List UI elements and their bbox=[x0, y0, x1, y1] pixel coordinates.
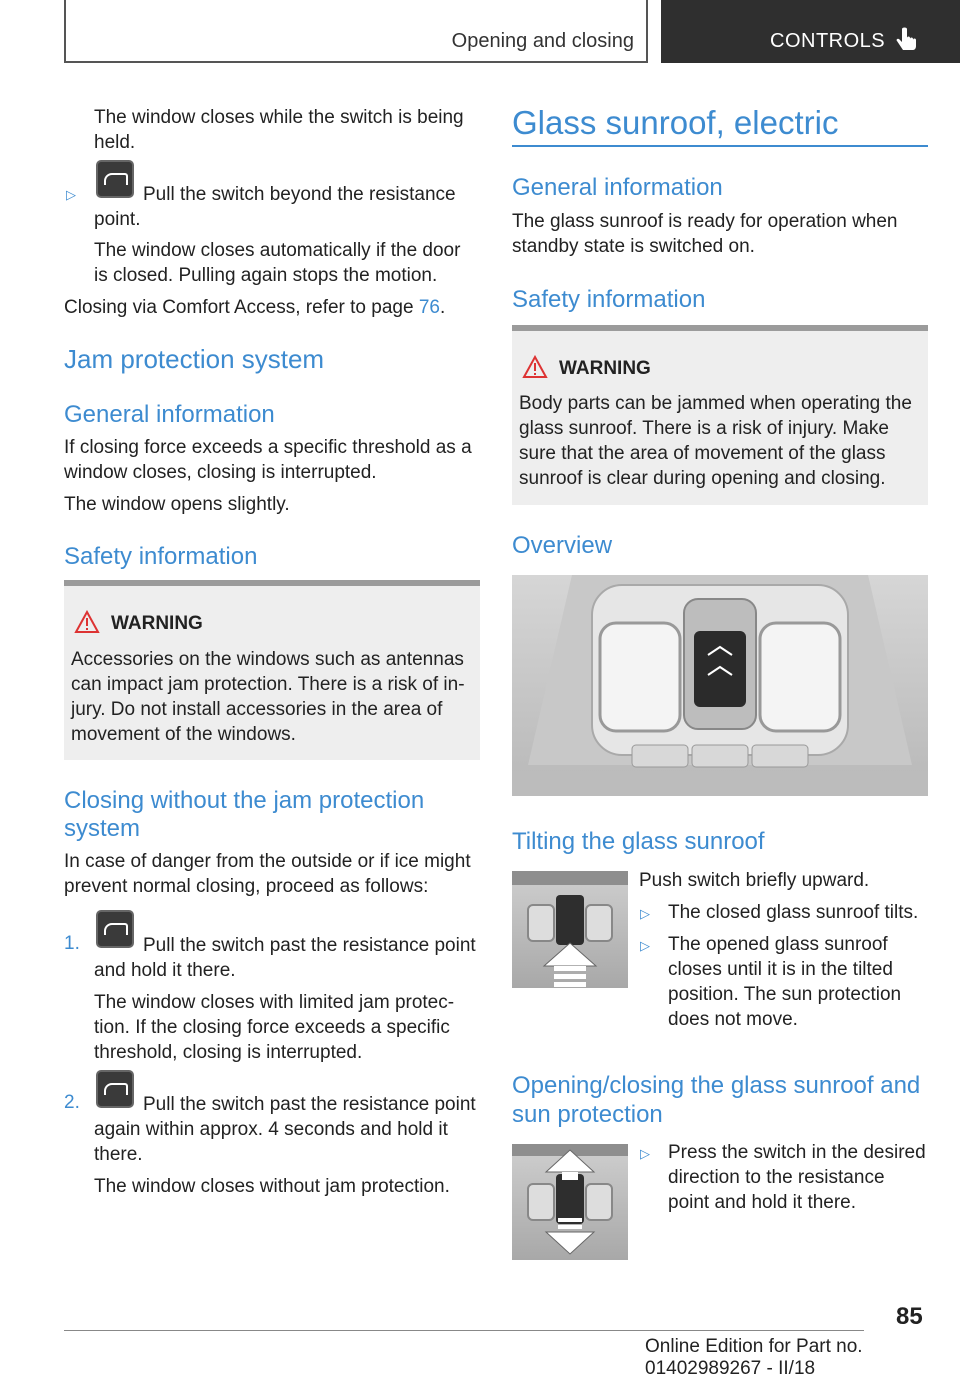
warning-triangle-icon bbox=[74, 610, 100, 634]
header-section-box bbox=[64, 0, 648, 63]
warning-box bbox=[64, 580, 480, 760]
header-chapter-box bbox=[661, 0, 960, 63]
paragraph: The glass sunroof is ready for operation when standby state is switched on. bbox=[512, 211, 898, 257]
heading-glass-sunroof: Glass sunroof, electric bbox=[512, 104, 839, 141]
warning-box bbox=[512, 325, 928, 505]
step-text: Pull the switch past the resistance point again within approx. 4 seconds and hold it there. bbox=[94, 1094, 476, 1165]
bullet-triangle-icon: ▷ bbox=[640, 906, 650, 921]
step-number: 1. bbox=[64, 933, 80, 954]
bullet-triangle-icon: ▷ bbox=[66, 187, 76, 202]
heading-general-information: General information bbox=[512, 174, 723, 201]
page-number: 85 bbox=[896, 1303, 923, 1330]
bullet-text: Press the switch in the desired direction to the resistance point and hold it there. bbox=[668, 1142, 926, 1213]
warning-body: Body parts can be jammed when operating the glass sunroof. There is a risk of injury. Make sure that the area of movement of the glass sunroof is clear during opening and closing. bbox=[519, 393, 912, 489]
step-paragraph: The window closes with limited jam protec-tion. If the closing force exceeds a specific threshold, closing is interrupted. bbox=[94, 992, 455, 1063]
edition-text: Online Edition for Part no. 01402989267 - II/18 bbox=[645, 1336, 863, 1379]
heading-safety-information: Safety information bbox=[64, 543, 258, 570]
warning-triangle-icon bbox=[522, 355, 548, 379]
heading-tilting: Tilting the glass sunroof bbox=[512, 828, 765, 855]
step-text: Pull the switch past the resistance point and hold it there. bbox=[94, 935, 476, 981]
heading-closing-without-jam: Closing without the jam protection system bbox=[64, 787, 425, 842]
bullet-text: The closed glass sunroof tilts. bbox=[668, 902, 919, 923]
paragraph: The window opens slightly. bbox=[64, 494, 290, 515]
paragraph: The window closes while the switch is being held. bbox=[94, 107, 464, 153]
warning-title: WARNING bbox=[559, 358, 651, 379]
heading-rule bbox=[512, 145, 928, 147]
paragraph: In case of danger from the outside or if ice might prevent normal closing, proceed as follows: bbox=[64, 851, 471, 897]
paragraph: Push switch briefly upward. bbox=[639, 870, 870, 891]
paragraph: The window closes automatically if the door is closed. Pulling again stops the motion. bbox=[94, 240, 461, 286]
header-chapter-title: CONTROLS bbox=[770, 30, 886, 52]
tilt-switch-image bbox=[512, 871, 628, 988]
overhead-console-image bbox=[512, 575, 928, 796]
heading-general-information: General information bbox=[64, 401, 275, 428]
step-paragraph: The window closes without jam protection. bbox=[94, 1176, 450, 1197]
step-number: 2. bbox=[64, 1092, 80, 1113]
heading-safety-information: Safety information bbox=[512, 286, 706, 313]
page-link[interactable]: 76 bbox=[418, 297, 440, 318]
bullet-triangle-icon: ▷ bbox=[640, 1146, 650, 1161]
heading-overview: Overview bbox=[512, 532, 613, 559]
bullet-text: Pull the switch beyond the resistance point. bbox=[94, 184, 456, 230]
open-close-switch-image bbox=[512, 1144, 628, 1260]
warning-title: WARNING bbox=[111, 613, 203, 634]
bullet-text: The opened glass sunroof closes until it is in the tilted position. The sun protection does not move. bbox=[668, 934, 902, 1030]
heading-jam-protection: Jam protection system bbox=[64, 344, 325, 374]
hand-pointing-icon bbox=[893, 27, 921, 55]
warning-body: Accessories on the windows such as antennas can impact jam protection. There is a risk of in-jury. Do not install accessories in the area of movement of the windows. bbox=[71, 649, 465, 745]
bullet-triangle-icon: ▷ bbox=[640, 938, 650, 953]
paragraph-comfort-access: Closing via Comfort Access, refer to page 76. bbox=[64, 297, 446, 318]
header-section-title: Opening and closing bbox=[451, 30, 634, 52]
paragraph: If closing force exceeds a specific threshold as a window closes, closing is interrupted. bbox=[64, 437, 472, 483]
footer-rule bbox=[64, 1330, 864, 1331]
heading-opening-closing: Opening/closing the glass sunroof and sun protection bbox=[512, 1072, 921, 1128]
